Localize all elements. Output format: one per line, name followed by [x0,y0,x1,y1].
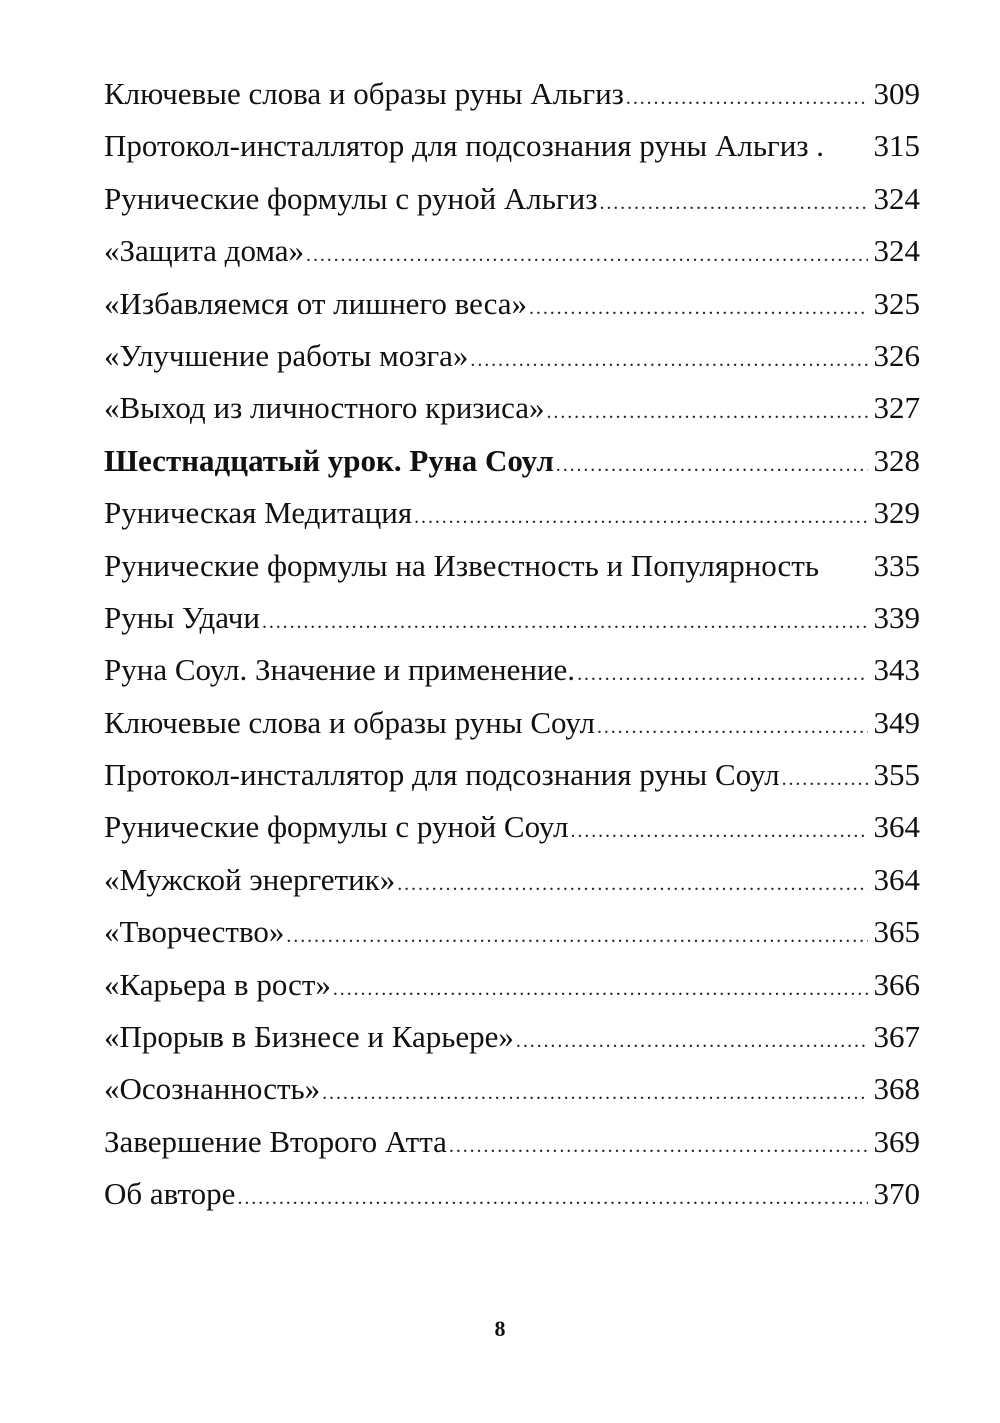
toc-entry-title: Рунические формулы с руной Альгиз [104,180,598,216]
toc-entry-title: «Осознанность» [104,1071,321,1107]
toc-entry-title: «Избавляемся от лишнего веса» [104,285,528,321]
toc-entry-page: 364 [873,809,920,845]
toc-entry-page: 355 [873,757,920,793]
dot-leader [597,701,868,753]
toc-entry-page: 368 [873,1071,920,1107]
toc-entry [104,697,920,749]
toc-entry-page: 315 [873,128,920,164]
toc-entry-page: 328 [873,442,920,478]
toc-entry [104,68,920,120]
dot-leader [414,491,868,543]
toc-entry [104,278,920,330]
toc-entry-title: «Творчество» [104,914,285,950]
toc-entry-page: 324 [873,180,920,216]
toc-entry [104,801,920,853]
toc-entry [104,906,920,958]
toc-entry [104,1011,920,1063]
dot-leader [306,229,868,281]
toc-entry [104,487,920,539]
toc-entry-page: 365 [873,914,920,950]
toc-entry [104,1168,920,1220]
toc-entry-page: 370 [873,1176,920,1212]
dot-leader [599,177,868,229]
toc-entry-title: Руна Соул. Значение и применение. [104,652,576,688]
toc-entry-title: «Улучшение работы мозга» [104,337,469,373]
dot-leader [577,648,868,700]
dot-leader [782,753,868,805]
dot-leader [516,1015,868,1067]
toc-entry-title: «Мужской энергетик» [104,861,396,897]
toc-entry-page: 349 [873,704,920,740]
toc-entry-title: Об авторе [104,1176,236,1212]
toc-entry [104,120,920,172]
toc-entry [104,540,920,592]
toc-entry-page: 327 [873,390,920,426]
dot-leader [626,72,868,124]
toc-entry [104,382,920,434]
toc-entry-page: 326 [873,337,920,373]
toc-entry [104,854,920,906]
toc-entry-title: Протокол-инсталлятор для подсознания руны Альгиз . [104,128,825,164]
dot-leader [397,858,868,910]
dot-leader [529,282,868,334]
toc-entry-title: Рунические формулы на Известность и Популярность [104,547,819,583]
toc-entry-title: Руны Удачи [104,599,260,635]
toc-entry-title: «Прорыв в Бизнесе и Карьере» [104,1019,514,1055]
dot-leader [449,1120,868,1172]
toc-entry [104,1063,920,1115]
toc-entry-lesson-heading [104,435,920,487]
toc-entry-page: 324 [873,233,920,269]
toc-entry-title: Рунические формулы с руной Соул [104,809,569,845]
toc-entry-title: Протокол-инсталлятор для подсознания руны Соул [104,757,780,793]
toc-entry [104,592,920,644]
toc-entry-page: 367 [873,1019,920,1055]
toc-entry [104,1116,920,1168]
toc-entry-title: Завершение Второго Атта [104,1123,447,1159]
toc-entry-page: 343 [873,652,920,688]
toc-entry [104,330,920,382]
toc-entry-page: 309 [873,76,920,111]
toc-entry-title: «Выход из личностного кризиса» [104,390,545,426]
toc-entry [104,959,920,1011]
toc-entry-page: 335 [873,547,920,583]
dot-leader [333,963,868,1015]
toc-entry [104,749,920,801]
toc-entry-page: 369 [873,1123,920,1159]
toc-entry-title: Руническая Медитация [104,495,413,531]
toc-entry-title: «Защита дома» [104,233,305,269]
dot-leader [262,596,868,648]
toc-entry-page: 339 [873,599,920,635]
dot-leader [237,1172,868,1224]
toc-entry-page: 366 [873,966,920,1002]
dot-leader [286,910,868,962]
toc-entry [104,644,920,696]
toc-entry-page: 329 [873,495,920,531]
toc-entry-page: 325 [873,285,920,321]
dot-leader [556,439,868,491]
toc-entry-title: Ключевые слова и образы руны Альгиз [104,76,624,111]
toc-entry [104,225,920,277]
toc-entry-title: «Карьера в рост» [104,966,331,1002]
dot-leader [470,334,868,386]
dot-leader [571,805,868,857]
toc-entry [104,173,920,225]
toc-entry-page: 364 [873,861,920,897]
table-of-contents [104,68,920,1221]
dot-leader [322,1067,868,1119]
dot-leader [547,386,868,438]
page-number: 8 [494,1316,506,1341]
toc-entry-title: Ключевые слова и образы руны Соул [104,704,595,740]
toc-entry-title: Шестнадцатый урок. Руна Соул [104,442,554,478]
